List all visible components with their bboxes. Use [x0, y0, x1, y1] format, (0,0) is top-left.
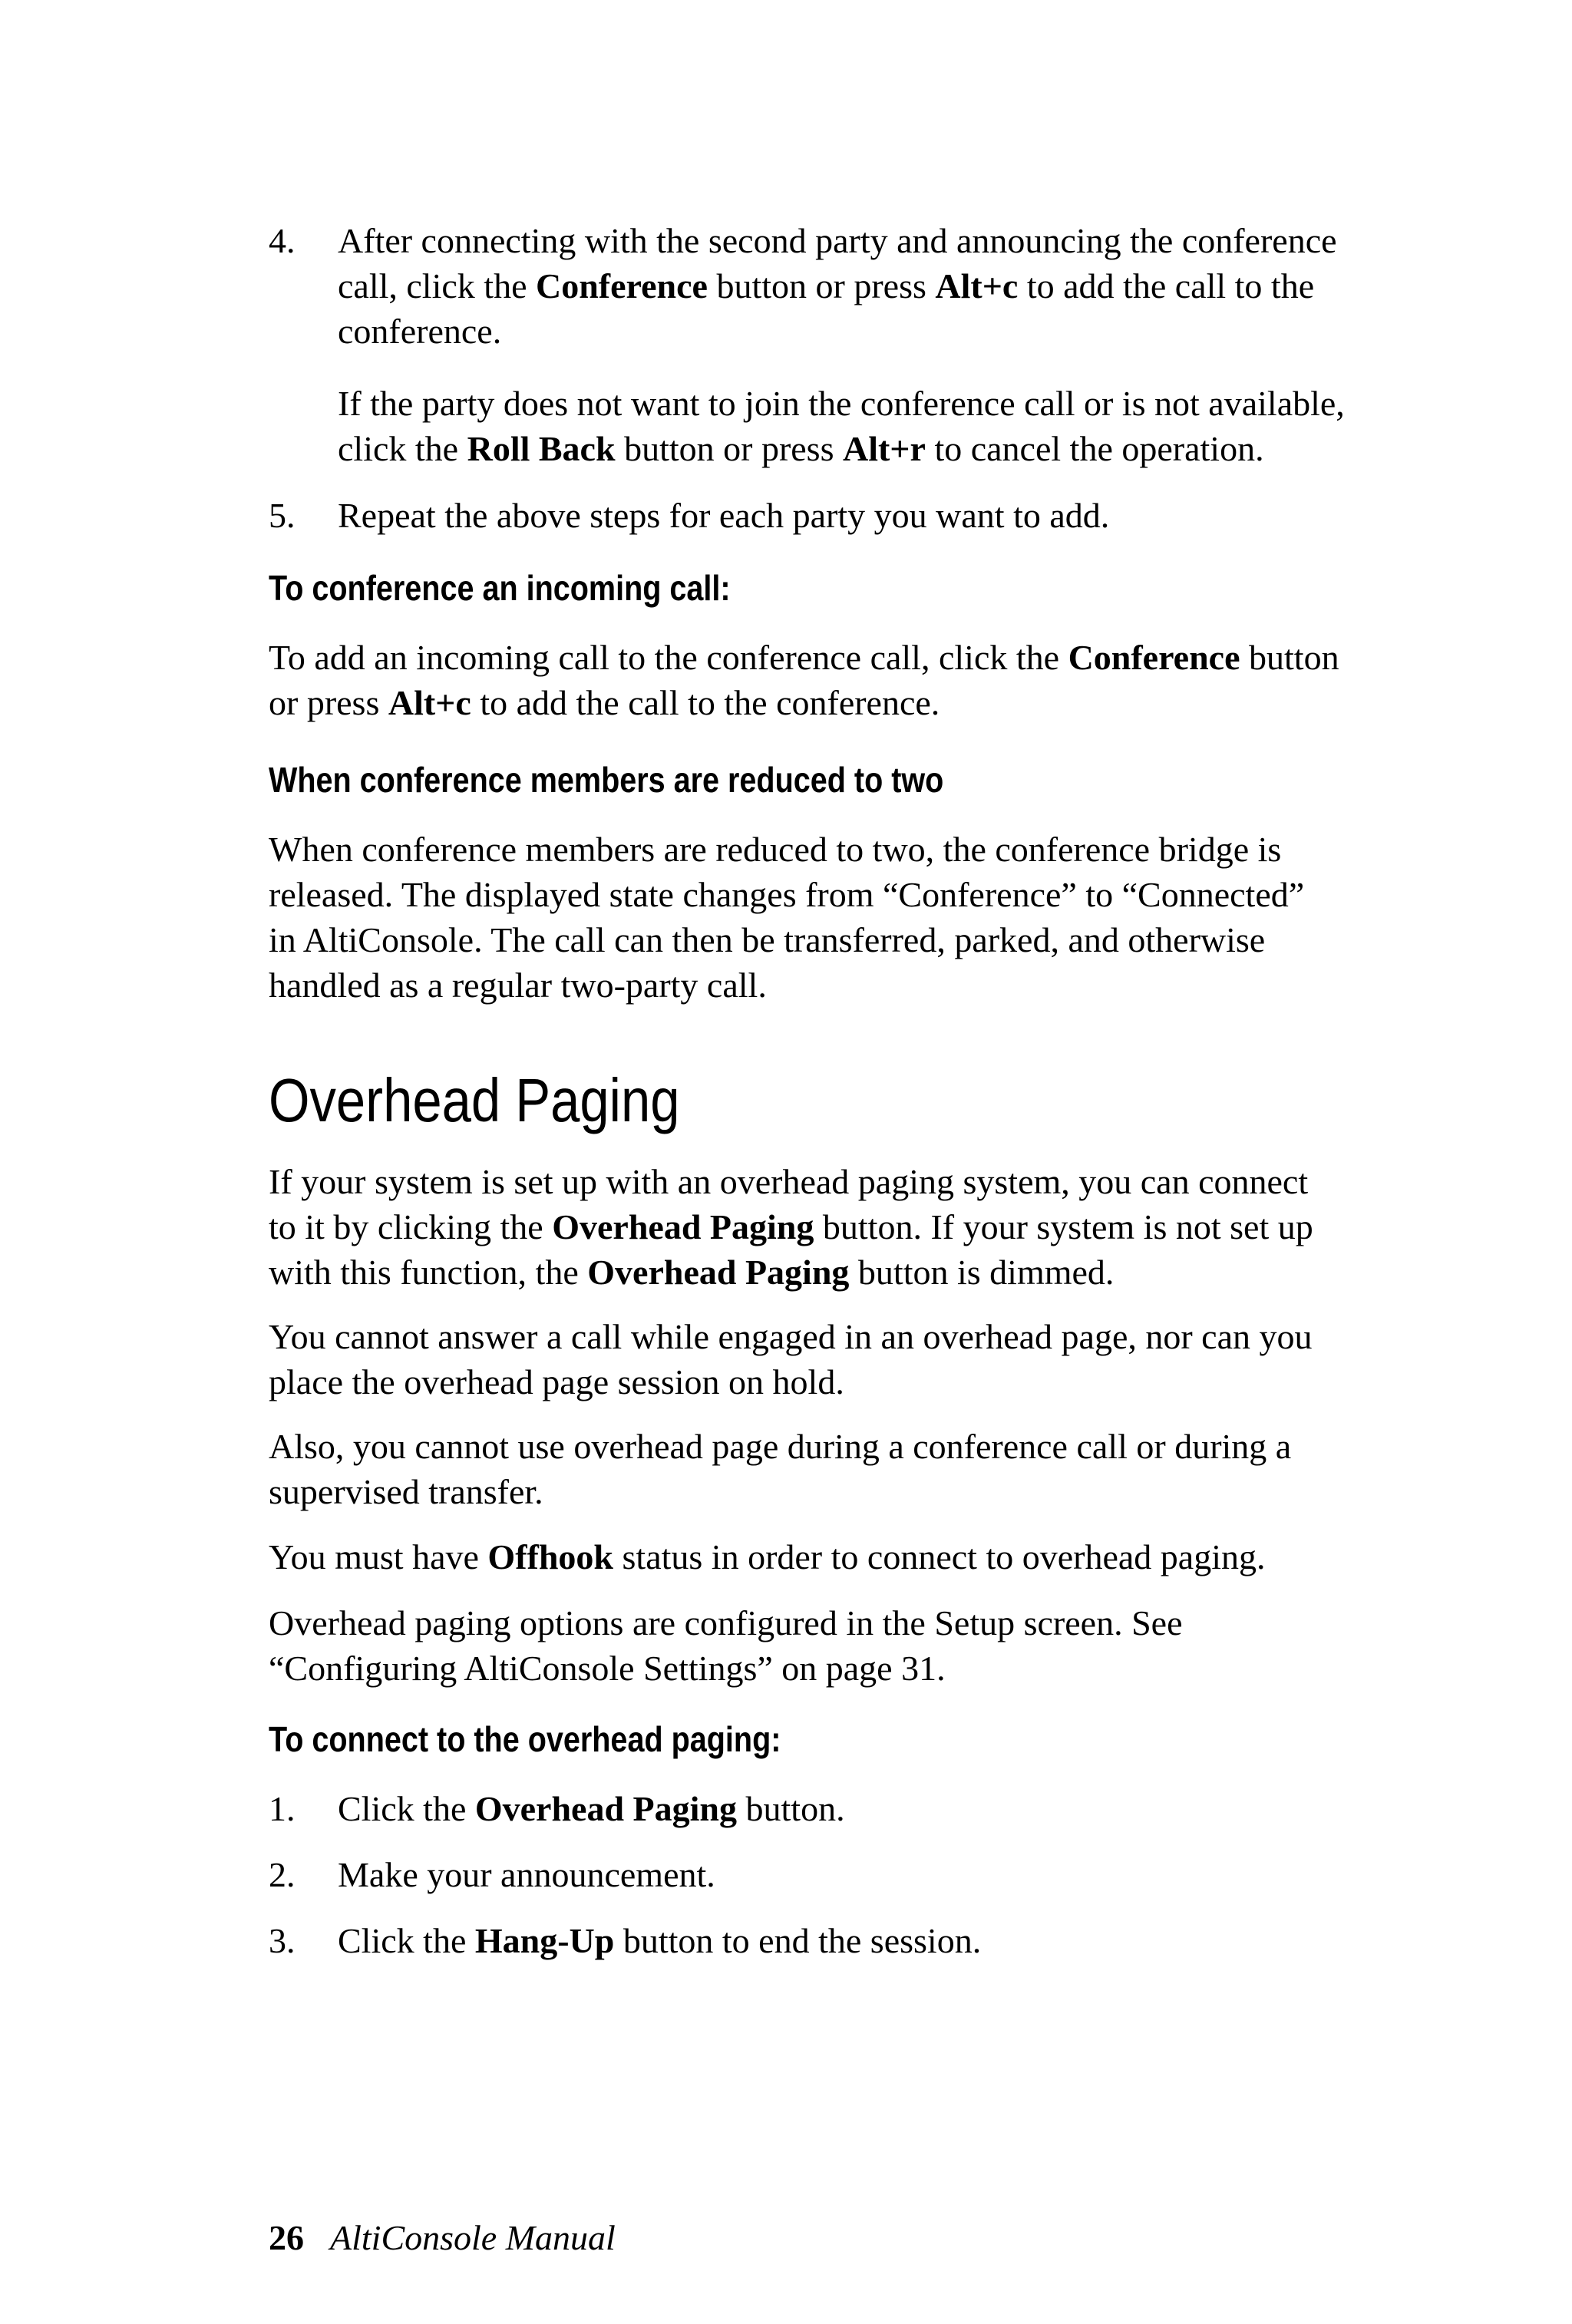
page-footer	[269, 2217, 616, 2260]
text-line: conference.	[338, 312, 502, 351]
text-line: or press Alt+c to add the call to the conference.	[269, 683, 940, 722]
step-note-text	[338, 381, 1405, 471]
text-line: Click the Hang-Up button to end the session.	[338, 1921, 982, 1960]
step-text	[338, 1786, 1405, 1831]
text-line: To add an incoming call to the conference call, click the Conference button	[269, 638, 1339, 677]
step-number: 5.	[269, 496, 296, 535]
page-number: 26	[269, 2218, 304, 2257]
text-line: call, click the Conference button or press Alt+c to add the call to the	[338, 266, 1315, 305]
paragraph-overhead-answer	[269, 1314, 1405, 1405]
text-line: Repeat the above steps for each party you want to add.	[338, 496, 1110, 535]
text-line: to it by clicking the Overhead Paging button. If your system is not set up	[269, 1207, 1313, 1246]
step-number: 2.	[269, 1855, 296, 1894]
step-number: 4.	[269, 221, 296, 260]
step-text	[338, 1918, 1405, 1963]
step-text	[338, 218, 1405, 354]
text-line: Also, you cannot use overhead page during a conference call or during a	[269, 1427, 1292, 1466]
manual-title: AltiConsole Manual	[330, 2218, 616, 2257]
step-text	[338, 1852, 1405, 1897]
text-line: Make your announcement.	[338, 1855, 715, 1894]
text-line: If your system is set up with an overhead paging system, you can connect	[269, 1162, 1309, 1201]
text-line: When conference members are reduced to two, the conference bridge is	[269, 830, 1282, 869]
step-text	[338, 493, 1405, 538]
text-line: “Configuring AltiConsole Settings” on page 31.	[269, 1649, 946, 1688]
text-line: handled as a regular two-party call.	[269, 966, 767, 1005]
heading-conference-incoming: To conference an incoming call:	[269, 568, 731, 608]
paragraph-conference-incoming	[269, 635, 1405, 725]
text-line: If the party does not want to join the conference call or is not available,	[338, 384, 1345, 423]
step-number: 3.	[269, 1921, 296, 1960]
text-line: You cannot answer a call while engaged in an overhead page, nor can you	[269, 1317, 1313, 1356]
section-title-overhead-paging: Overhead Paging	[269, 1066, 680, 1134]
text-line: released. The displayed state changes from “Conference” to “Connected”	[269, 875, 1305, 914]
paragraph-overhead-intro	[269, 1159, 1405, 1295]
text-line: Overhead paging options are configured in the Setup screen. See	[269, 1603, 1183, 1642]
text-line: Click the Overhead Paging button.	[338, 1789, 845, 1828]
text-line: You must have Offhook status in order to connect to overhead paging.	[269, 1537, 1266, 1576]
paragraph-overhead-conference	[269, 1424, 1405, 1514]
text-line: click the Roll Back button or press Alt+r to cancel the operation.	[338, 429, 1264, 468]
heading-connect-overhead: To connect to the overhead paging:	[269, 1719, 781, 1759]
step-number: 1.	[269, 1789, 296, 1828]
paragraph-overhead-offhook	[269, 1534, 1405, 1580]
paragraph-members-reduced	[269, 827, 1405, 1008]
text-line: After connecting with the second party and announcing the conference	[338, 221, 1337, 260]
text-line: place the overhead page session on hold.	[269, 1362, 844, 1401]
text-line: supervised transfer.	[269, 1472, 543, 1511]
text-line: in AltiConsole. The call can then be transferred, parked, and otherwise	[269, 920, 1266, 959]
paragraph-overhead-setup	[269, 1600, 1405, 1691]
heading-members-reduced: When conference members are reduced to two	[269, 760, 944, 800]
text-line: with this function, the Overhead Paging button is dimmed.	[269, 1253, 1115, 1292]
